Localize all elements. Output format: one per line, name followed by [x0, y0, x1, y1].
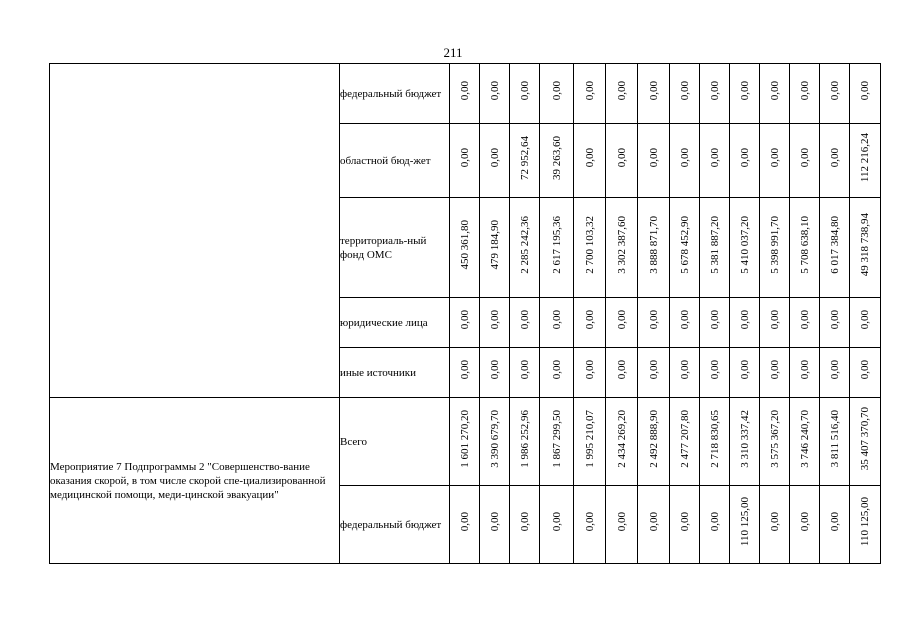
value-text: 0,00 [828, 81, 841, 101]
activity-label: Мероприятие 7 Подпрограммы 2 "Совершенство-вание оказания скорой, в том числе скорой спе-циализированной медицинской помощи, меди-цинской эвакуации" [50, 460, 326, 501]
value-cell [638, 64, 670, 124]
value-cell [730, 486, 760, 564]
value-cell [510, 298, 540, 348]
value-text: 49 318 738,94 [859, 213, 871, 277]
value-text: 0,00 [828, 360, 841, 380]
value-text: 0,00 [518, 512, 531, 532]
value-cell [820, 198, 850, 298]
value-cell [638, 348, 670, 398]
value-text: 2 617 195,36 [550, 216, 563, 274]
value-text: 2 718 830,65 [708, 410, 721, 468]
value-text: 0,00 [518, 81, 531, 101]
value-cell [700, 298, 730, 348]
value-text: 0,00 [828, 512, 841, 532]
value-text: 0,00 [828, 148, 841, 168]
value-cell [820, 64, 850, 124]
value-cell [574, 348, 606, 398]
funding-source-cell [340, 298, 450, 348]
funding-source-label: федеральный бюджет [340, 518, 442, 531]
value-text: 0,00 [615, 310, 628, 330]
value-cell [670, 124, 700, 198]
value-cell [670, 348, 700, 398]
value-text: 0,00 [647, 148, 660, 168]
value-text: 0,00 [738, 148, 751, 168]
value-cell [850, 64, 881, 124]
value-text: 0,00 [768, 148, 781, 168]
funding-source-label: иные источники [340, 366, 416, 379]
value-cell [540, 198, 574, 298]
value-cell [790, 298, 820, 348]
value-cell [820, 398, 850, 486]
value-text: 0,00 [708, 148, 721, 168]
value-cell [850, 198, 881, 298]
value-text: 3 390 679,70 [488, 410, 501, 468]
value-cell [730, 198, 760, 298]
value-text: 0,00 [458, 81, 471, 101]
value-cell [540, 124, 574, 198]
value-text: 0,00 [583, 512, 596, 532]
value-text: 0,00 [550, 81, 563, 101]
value-cell [606, 486, 638, 564]
value-text: 0,00 [678, 512, 691, 532]
value-text: 0,00 [678, 360, 691, 380]
value-text: 0,00 [518, 360, 531, 380]
funding-source-label: территориаль-ный фонд ОМС [340, 234, 427, 261]
value-cell [760, 64, 790, 124]
value-text: 0,00 [828, 310, 841, 330]
value-cell [760, 298, 790, 348]
value-text: 0,00 [738, 360, 751, 380]
value-cell [638, 124, 670, 198]
value-cell [700, 348, 730, 398]
value-text: 35 407 370,70 [859, 407, 871, 471]
activity-cell [50, 398, 340, 564]
value-text: 0,00 [518, 310, 531, 330]
table-row [50, 64, 881, 124]
value-cell [730, 64, 760, 124]
value-text: 72 952,64 [518, 136, 531, 180]
value-cell [606, 398, 638, 486]
funding-source-cell [340, 398, 450, 486]
value-cell [540, 298, 574, 348]
funding-source-cell [340, 64, 450, 124]
value-cell [480, 398, 510, 486]
value-text: 2 492 888,90 [647, 410, 660, 468]
value-cell [850, 486, 881, 564]
value-text: 3 310 337,42 [738, 410, 751, 468]
value-cell [820, 298, 850, 348]
funding-source-cell [340, 486, 450, 564]
value-text: 0,00 [550, 360, 563, 380]
value-text: 0,00 [488, 360, 501, 380]
value-cell [850, 298, 881, 348]
value-text: 0,00 [738, 310, 751, 330]
funding-source-label: юридические лица [340, 316, 428, 329]
value-cell [760, 198, 790, 298]
value-cell [480, 348, 510, 398]
value-text: 0,00 [615, 148, 628, 168]
value-cell [540, 348, 574, 398]
value-cell [820, 348, 850, 398]
value-text: 6 017 384,80 [828, 216, 841, 274]
value-cell [540, 398, 574, 486]
value-text: 3 746 240,70 [798, 410, 811, 468]
value-cell [670, 298, 700, 348]
value-text: 0,00 [550, 512, 563, 532]
value-text: 0,00 [708, 81, 721, 101]
funding-source-cell [340, 198, 450, 298]
value-cell [730, 298, 760, 348]
value-cell [730, 124, 760, 198]
value-cell [480, 198, 510, 298]
value-cell [510, 124, 540, 198]
value-cell [760, 486, 790, 564]
value-text: 0,00 [583, 310, 596, 330]
value-cell [790, 124, 820, 198]
value-cell [450, 298, 480, 348]
funding-source-cell [340, 124, 450, 198]
funding-source-label: федеральный бюджет [340, 87, 442, 100]
value-text: 0,00 [488, 512, 501, 532]
value-text: 0,00 [458, 512, 471, 532]
funding-source-label: областной бюд-жет [340, 154, 431, 167]
value-text: 3 302 387,60 [615, 216, 628, 274]
value-text: 479 184,90 [488, 220, 501, 270]
value-text: 2 434 269,20 [615, 410, 628, 468]
value-text: 0,00 [615, 512, 628, 532]
value-text: 450 361,80 [458, 220, 471, 270]
value-text: 0,00 [615, 360, 628, 380]
value-cell [670, 198, 700, 298]
value-text: 0,00 [678, 81, 691, 101]
value-cell [606, 124, 638, 198]
value-text: 0,00 [583, 360, 596, 380]
funding-source-cell [340, 348, 450, 398]
value-text: 5 708 638,10 [798, 216, 811, 274]
table-row [50, 398, 881, 486]
value-text: 0,00 [798, 360, 811, 380]
value-cell [760, 398, 790, 486]
value-text: 0,00 [488, 148, 501, 168]
value-text: 0,00 [583, 148, 596, 168]
value-cell [670, 398, 700, 486]
value-text: 1 601 270,20 [458, 410, 471, 468]
value-cell [574, 198, 606, 298]
value-cell [606, 348, 638, 398]
value-cell [730, 398, 760, 486]
value-text: 0,00 [859, 310, 871, 330]
value-text: 5 678 452,90 [678, 216, 691, 274]
value-cell [790, 348, 820, 398]
value-cell [700, 124, 730, 198]
value-cell [730, 348, 760, 398]
value-cell [606, 198, 638, 298]
value-cell [450, 398, 480, 486]
value-text: 110 125,00 [738, 497, 751, 547]
value-cell [574, 124, 606, 198]
value-cell [790, 486, 820, 564]
value-text: 0,00 [583, 81, 596, 101]
value-cell [450, 348, 480, 398]
value-cell [480, 64, 510, 124]
value-cell [574, 298, 606, 348]
value-text: 112 216,24 [859, 133, 871, 183]
value-text: 0,00 [458, 148, 471, 168]
value-text: 110 125,00 [859, 497, 871, 547]
value-text: 0,00 [647, 512, 660, 532]
value-cell [670, 486, 700, 564]
value-cell [790, 398, 820, 486]
value-text: 0,00 [678, 310, 691, 330]
value-text: 0,00 [615, 81, 628, 101]
value-text: 0,00 [738, 81, 751, 101]
value-cell [820, 486, 850, 564]
value-cell [540, 486, 574, 564]
value-text: 0,00 [647, 81, 660, 101]
value-cell [850, 124, 881, 198]
value-text: 3 811 516,40 [828, 410, 841, 468]
value-cell [850, 398, 881, 486]
value-text: 0,00 [708, 360, 721, 380]
value-cell [700, 486, 730, 564]
value-cell [450, 486, 480, 564]
value-text: 0,00 [647, 360, 660, 380]
value-text: 3 888 871,70 [647, 216, 660, 274]
value-text: 0,00 [708, 512, 721, 532]
value-text: 0,00 [859, 81, 871, 101]
value-text: 0,00 [768, 81, 781, 101]
value-text: 0,00 [798, 310, 811, 330]
value-cell [450, 198, 480, 298]
value-cell [760, 348, 790, 398]
value-cell [700, 64, 730, 124]
value-text: 0,00 [798, 512, 811, 532]
value-text: 0,00 [798, 148, 811, 168]
value-text: 2 700 103,32 [583, 216, 596, 274]
value-cell [790, 198, 820, 298]
value-text: 0,00 [708, 310, 721, 330]
value-text: 2 477 207,80 [678, 410, 691, 468]
funding-table [49, 63, 881, 564]
value-text: 5 410 037,20 [738, 216, 751, 274]
value-cell [638, 198, 670, 298]
value-text: 1 867 299,50 [550, 410, 563, 468]
value-cell [760, 124, 790, 198]
value-cell [510, 198, 540, 298]
funding-source-label: Всего [340, 435, 367, 448]
value-cell [510, 398, 540, 486]
value-text: 0,00 [678, 148, 691, 168]
page-number: 211 [443, 45, 463, 60]
value-text: 1 986 252,96 [518, 410, 531, 468]
value-cell [638, 486, 670, 564]
value-text: 5 398 991,70 [768, 216, 781, 274]
value-text: 0,00 [647, 310, 660, 330]
value-cell [574, 64, 606, 124]
value-cell [480, 124, 510, 198]
value-cell [638, 298, 670, 348]
value-text: 0,00 [768, 310, 781, 330]
value-text: 1 995 210,07 [583, 410, 596, 468]
value-cell [790, 64, 820, 124]
value-cell [480, 298, 510, 348]
activity-cell [50, 64, 340, 398]
value-cell [510, 348, 540, 398]
value-text: 0,00 [488, 81, 501, 101]
value-cell [606, 298, 638, 348]
value-text: 0,00 [798, 81, 811, 101]
value-text: 3 575 367,20 [768, 410, 781, 468]
value-cell [638, 398, 670, 486]
value-cell [574, 398, 606, 486]
value-cell [850, 348, 881, 398]
value-text: 0,00 [768, 512, 781, 532]
value-cell [480, 486, 510, 564]
value-cell [700, 398, 730, 486]
value-text: 0,00 [550, 310, 563, 330]
value-text: 0,00 [859, 360, 871, 380]
value-cell [450, 124, 480, 198]
value-text: 0,00 [458, 310, 471, 330]
value-cell [510, 486, 540, 564]
value-text: 0,00 [768, 360, 781, 380]
value-cell [606, 64, 638, 124]
value-cell [574, 486, 606, 564]
value-text: 0,00 [488, 310, 501, 330]
value-cell [450, 64, 480, 124]
value-cell [540, 64, 574, 124]
value-cell [700, 198, 730, 298]
value-cell [670, 64, 700, 124]
value-text: 5 381 887,20 [708, 216, 721, 274]
value-cell [820, 124, 850, 198]
value-cell [510, 64, 540, 124]
value-text: 0,00 [458, 360, 471, 380]
value-text: 39 263,60 [550, 136, 563, 180]
value-text: 2 285 242,36 [518, 216, 531, 274]
